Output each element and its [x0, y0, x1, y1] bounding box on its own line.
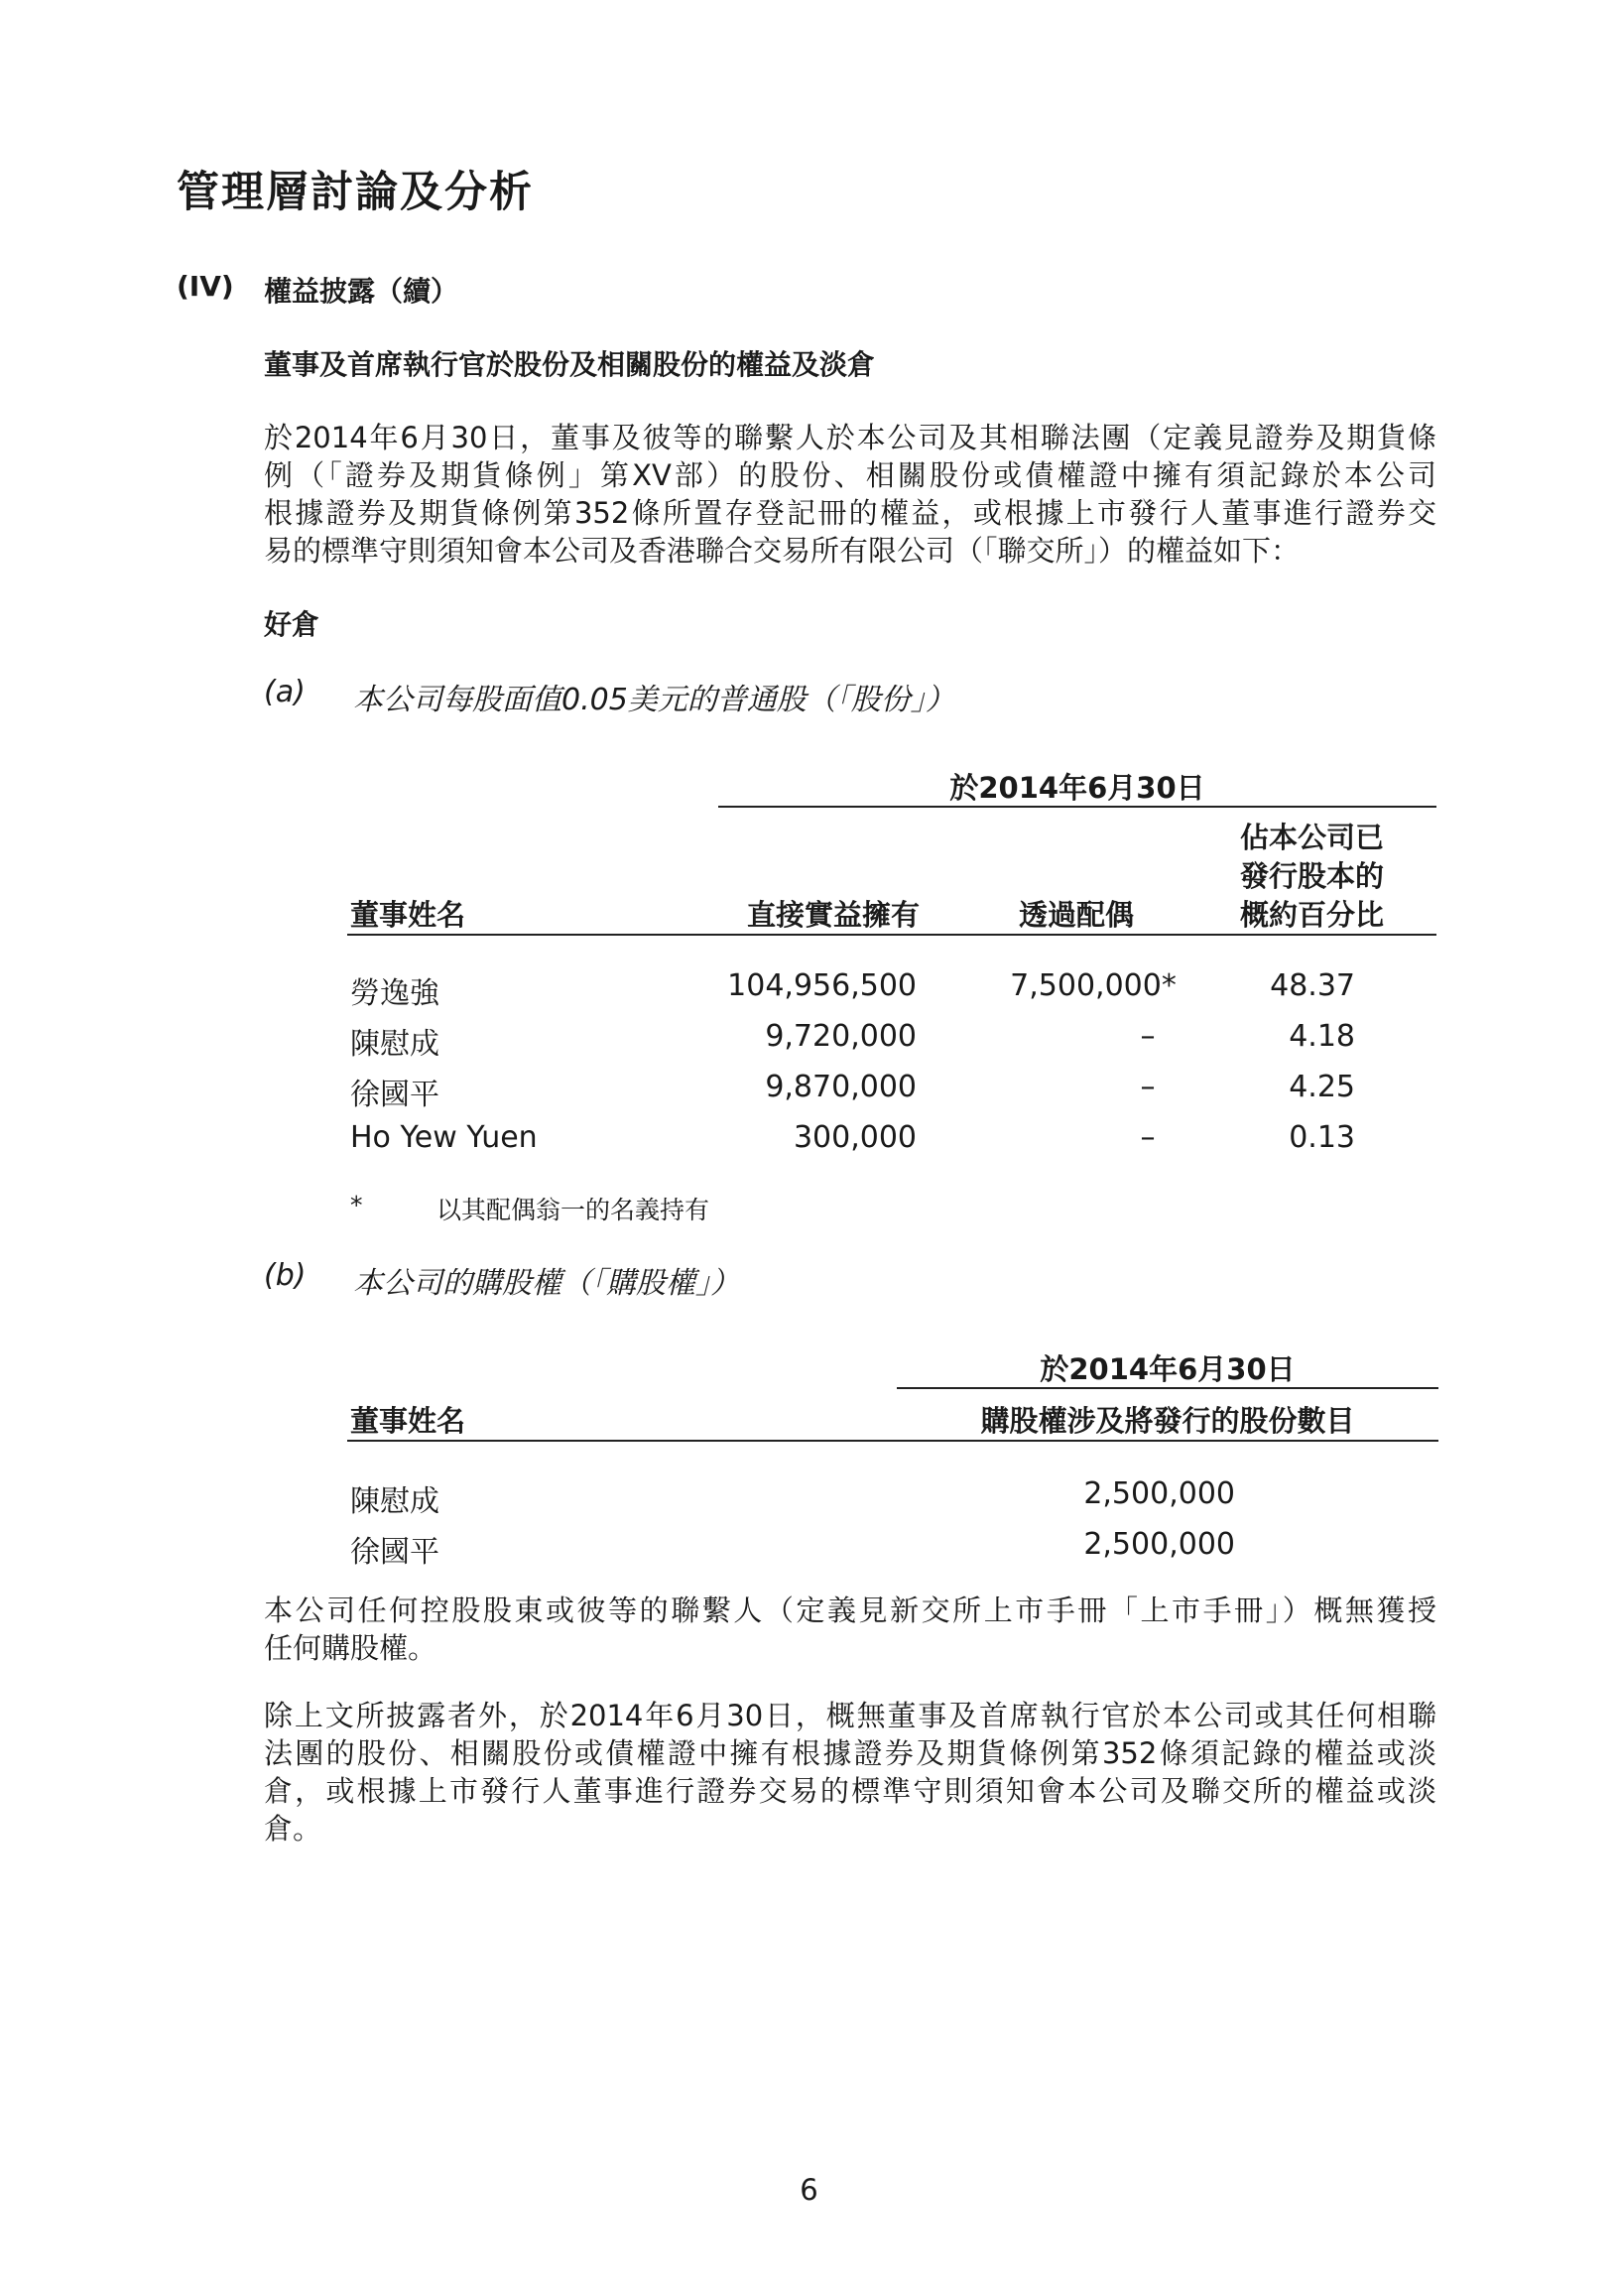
table-a-group-header: 於2014年6月30日: [949, 771, 1205, 805]
director-name: 陳慰成: [350, 1027, 439, 1062]
option-shares-value: 2,500,000: [1083, 1527, 1235, 1562]
spouse-value: –: [1140, 1070, 1156, 1104]
table-a-header-rule: [347, 934, 1436, 936]
table-b-caption: 本公司的購股權（「購股權」）: [353, 1266, 740, 1301]
footnote-text: 以其配偶翁一的名義持有: [436, 1196, 710, 1224]
director-name: 徐國平: [350, 1078, 439, 1112]
page-number: 6: [800, 2173, 818, 2207]
spouse-value: 7,500,000*: [1010, 968, 1177, 1003]
col-percent-line3: 概約百分比: [1240, 898, 1385, 932]
director-name: 陳慰成: [350, 1484, 439, 1519]
col-option-shares: 購股權涉及將發行的股份數目: [980, 1404, 1355, 1438]
table-b-group-header: 於2014年6月30日: [1040, 1352, 1296, 1386]
option-shares-value: 2,500,000: [1083, 1476, 1235, 1511]
long-positions-heading: 好倉: [264, 608, 320, 641]
direct-value: 9,720,000: [765, 1019, 917, 1054]
table-b-group-rule: [897, 1387, 1438, 1389]
col-director-name: 董事姓名: [350, 898, 466, 932]
paragraph-line: 易的標準守則須知會本公司及香港聯合交易所有限公司（「聯交所」）的權益如下：: [264, 534, 1301, 568]
paragraph-line: 任何購股權。: [264, 1631, 437, 1665]
direct-value: 300,000: [793, 1120, 917, 1155]
options-paragraph: [264, 1592, 1436, 1667]
subsection-title: 董事及首席執行官於股份及相關股份的權益及淡倉: [264, 348, 876, 381]
percent-value: 4.25: [1289, 1070, 1355, 1104]
spouse-value: –: [1140, 1019, 1156, 1054]
percent-value: 0.13: [1289, 1120, 1355, 1155]
col-percent-line2: 發行股本的: [1240, 859, 1385, 893]
col-percent-line1: 佔本公司已: [1240, 821, 1385, 854]
director-name: Ho Yew Yuen: [350, 1120, 538, 1155]
footnote-mark: *: [350, 1191, 363, 1219]
direct-value: 104,956,500: [727, 968, 917, 1003]
section-number: (IV): [177, 270, 234, 303]
table-b-label: (b): [264, 1258, 307, 1293]
table-a-caption: 本公司每股面值0.05美元的普通股（「股份」）: [353, 683, 955, 717]
director-name: 勞逸強: [350, 976, 439, 1011]
paragraph-line: 倉。: [264, 1812, 322, 1846]
table-a-label: (a): [264, 675, 306, 709]
table-b-header-rule: [347, 1440, 1438, 1442]
closing-paragraph: [264, 1697, 1436, 1848]
page-title: 管理層討論及分析: [177, 168, 534, 217]
col-director-name: 董事姓名: [350, 1404, 466, 1438]
paragraph-line: 本公司任何控股股東或彼等的聯繫人（定義見新交所上市手冊「上市手冊」）概無獲授: [264, 1594, 1436, 1627]
percent-value: 4.18: [1289, 1019, 1355, 1054]
paragraph-line: 倉，或根據上市發行人董事進行證券交易的標準守則須知會本公司及聯交所的權益或淡: [264, 1774, 1436, 1808]
percent-value: 48.37: [1270, 968, 1355, 1003]
intro-paragraph: [264, 419, 1436, 570]
direct-value: 9,870,000: [765, 1070, 917, 1104]
table-a-group-rule: [718, 806, 1436, 808]
paragraph-line: 除上文所披露者外，於2014年6月30日，概無董事及首席執行官於本公司或其任何相聯: [264, 1699, 1436, 1732]
col-direct-beneficial: 直接實益擁有: [747, 898, 921, 932]
spouse-value: –: [1140, 1120, 1156, 1155]
director-name: 徐國平: [350, 1535, 439, 1570]
section-title: 權益披露（續）: [264, 275, 459, 308]
paragraph-line: 於2014年6月30日，董事及彼等的聯繫人於本公司及其相聯法團（定義見證券及期貨條: [264, 421, 1436, 454]
paragraph-line: 例（「證券及期貨條例」第XV部）的股份、相關股份或債權證中擁有須記錄於本公司: [264, 458, 1436, 492]
paragraph-line: 根據證券及期貨條例第352條所置存登記冊的權益，或根據上市發行人董事進行證券交: [264, 496, 1436, 530]
paragraph-line: 法團的股份、相關股份或債權證中擁有根據證券及期貨條例第352條須記錄的權益或淡: [264, 1736, 1436, 1770]
col-through-spouse: 透過配偶: [1019, 898, 1135, 932]
